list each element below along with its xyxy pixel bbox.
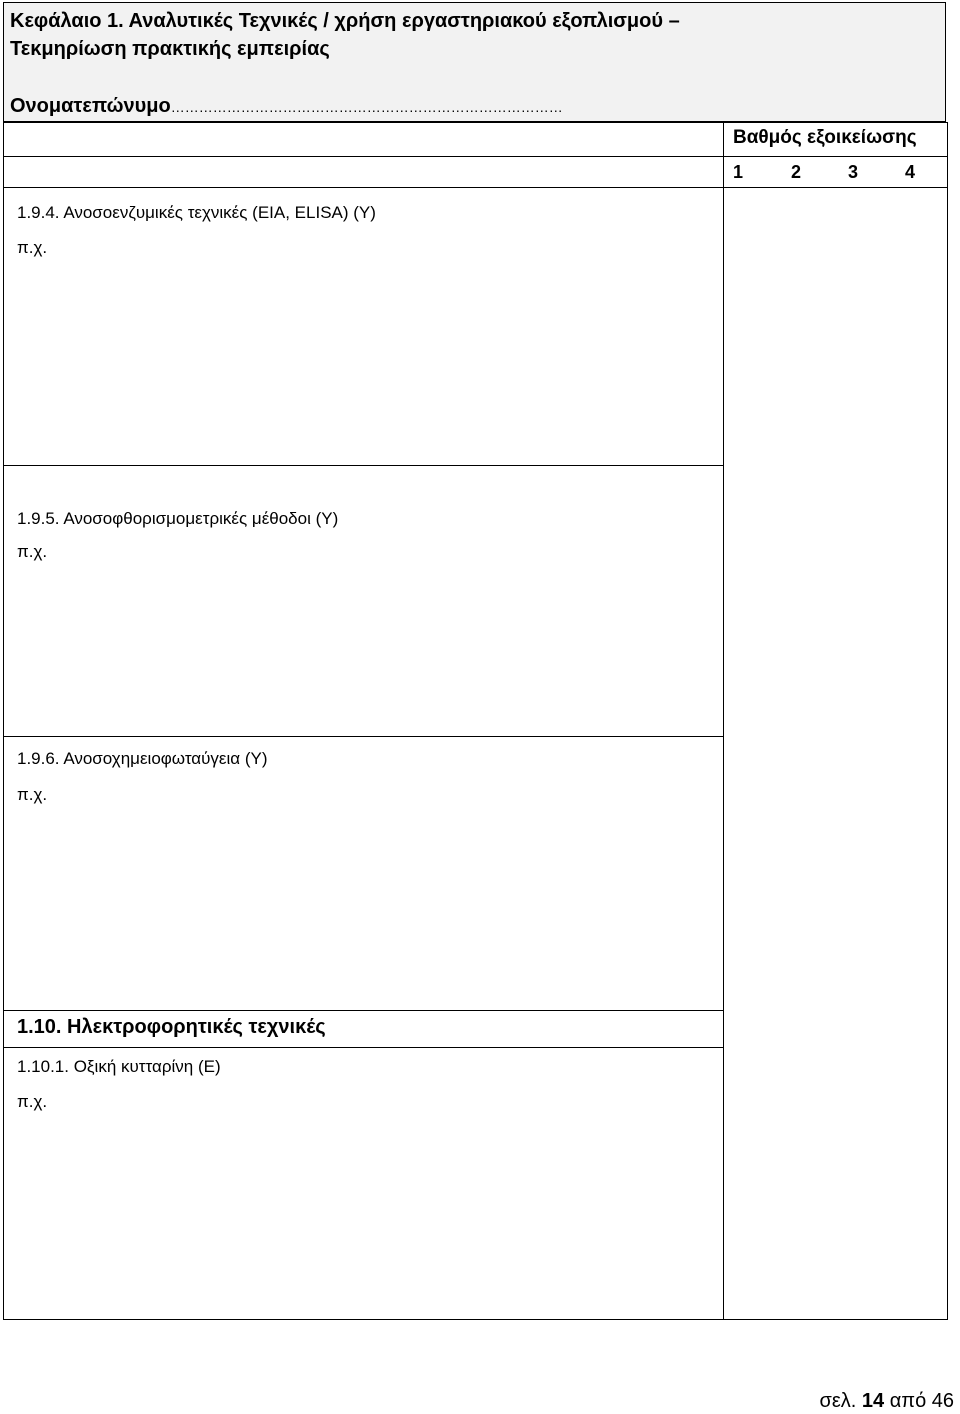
item-example-1-9-5[interactable]: π.χ.: [17, 542, 48, 561]
item-example-1-10-1[interactable]: π.χ.: [17, 1092, 48, 1111]
page-footer: [820, 1390, 955, 1413]
scale-level-2: 2: [791, 162, 802, 182]
experience-table: [3, 122, 948, 1320]
familiarity-scale-title: Βαθμός εξοικείωσης: [733, 127, 917, 148]
scale-title-divider: [4, 156, 947, 157]
row-divider: [4, 465, 723, 466]
item-title-1-9-6: 1.9.6. Ανοσοχημειοφωταύγεια (Υ): [17, 749, 268, 768]
item-title-1-9-4: 1.9.4. Ανοσοενζυμικές τεχνικές (ΕΙΑ, ELISA) (Υ): [17, 203, 376, 222]
page-number: 14: [861, 1390, 885, 1412]
page-total: 46: [931, 1390, 954, 1412]
page-middle: από: [889, 1390, 927, 1412]
scale-level-1: 1: [733, 162, 744, 182]
item-title-1-10-1: 1.10.1. Οξική κυτταρίνη (Ε): [17, 1057, 221, 1076]
item-example-1-9-4[interactable]: π.χ.: [17, 238, 48, 257]
section-title-1-10: 1.10. Ηλεκτροφορητικές τεχνικές: [17, 1016, 326, 1038]
row-divider: [4, 736, 723, 737]
item-title-1-9-5: 1.9.5. Ανοσοφθορισμομετρικές μέθοδοι (Υ): [17, 509, 339, 528]
scale-header-divider: [4, 187, 947, 188]
page-header: [3, 2, 946, 122]
page-prefix: σελ.: [819, 1390, 857, 1412]
column-divider: [723, 123, 724, 1320]
chapter-subtitle: Τεκμηρίωση πρακτικής εμπειρίας: [10, 38, 330, 60]
row-divider: [4, 1047, 723, 1048]
scale-level-4: 4: [905, 162, 916, 182]
row-divider: [4, 1010, 723, 1011]
item-example-1-9-6[interactable]: π.χ.: [17, 785, 48, 804]
scale-level-3: 3: [848, 162, 859, 182]
name-label: Ονοματεπώνυμο: [10, 95, 171, 117]
name-field[interactable]: [10, 95, 563, 118]
name-dots: …………………………………………………………………………: [170, 99, 563, 115]
chapter-title: Κεφάλαιο 1. Αναλυτικές Τεχνικές / χρήση εργαστηριακού εξοπλισμού –: [10, 10, 680, 32]
